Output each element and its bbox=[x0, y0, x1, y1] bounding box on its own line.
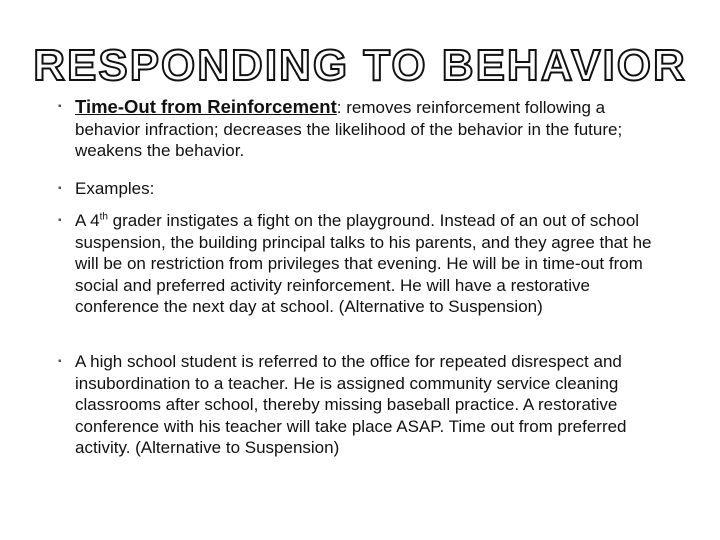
bullet-square-icon: ▪ bbox=[58, 183, 62, 194]
bullet-square-icon: ▪ bbox=[58, 215, 62, 226]
bullet-example-high-school bbox=[58, 351, 668, 459]
bullet-examples-heading bbox=[58, 178, 668, 200]
definition-text: : removes reinforcement following a behavior infraction; decreases the likelihood of the behavior in the future; weakens the behavior. bbox=[75, 98, 623, 160]
example-high-school-text: A high school student is referred to the office for repeated disrespect and insubordination to a teacher. He is assigned community service cleaning classrooms after school, thereby missing baseball practice. A restorative conference with his teacher will take place ASAP. Time out from preferred activity. (Alternative to Suspension) bbox=[75, 352, 627, 457]
example-elementary-text bbox=[75, 210, 668, 318]
slide-title: RESPONDING TO BEHAVIOR bbox=[33, 41, 687, 90]
term-heading: Time-Out from Reinforcement bbox=[75, 96, 337, 117]
examples-label: Examples: bbox=[75, 179, 155, 198]
bullet-definition bbox=[58, 96, 668, 162]
bullet-definition-content bbox=[75, 96, 668, 162]
bullet-square-icon: ▪ bbox=[58, 356, 62, 367]
example-elementary-start: A 4 bbox=[75, 211, 100, 230]
ordinal-superscript: th bbox=[99, 211, 108, 223]
bullet-example-elementary bbox=[58, 210, 668, 318]
bullet-square-icon: ▪ bbox=[58, 101, 62, 112]
example-elementary-rest: grader instigates a fight on the playground. Instead of an out of school suspension, the building principal talks to his parents, and they agree that he will be on restriction from privileges that evening. He will be in time-out from social and preferred activity reinforcement. He will have a restorative conference the next day at school. (Alternative to Suspension) bbox=[75, 211, 652, 316]
